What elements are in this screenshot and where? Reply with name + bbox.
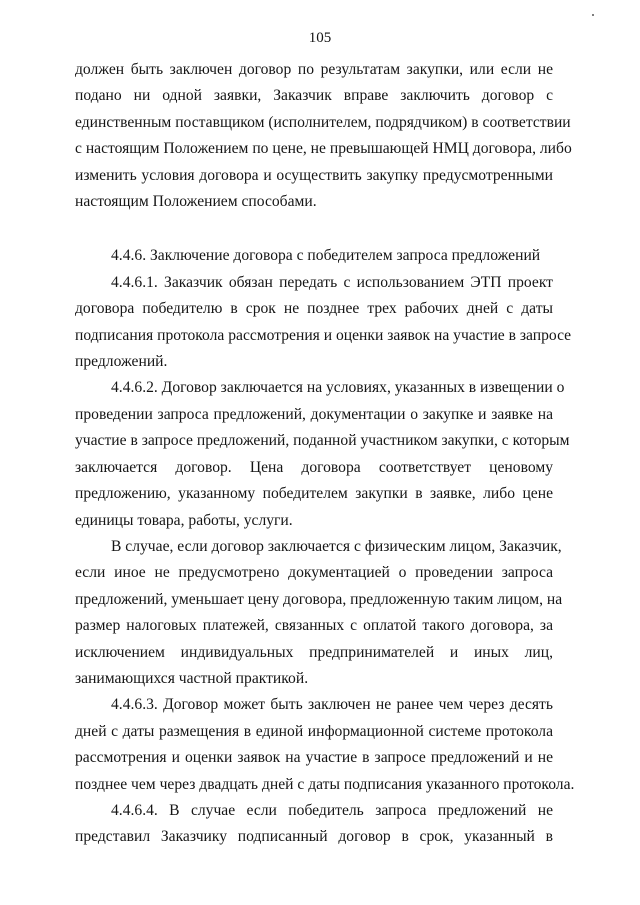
text-line: настоящим Положением способами. <box>75 193 317 211</box>
text-line: единицы товара, работы, услуги. <box>75 511 293 529</box>
text-line: единственным поставщиком (исполнителем, подрядчиком) в соответствии <box>75 113 571 131</box>
text-line: 4.4.6.1. Заказчик обязан передать с использованием ЭТП проект <box>111 273 553 291</box>
paragraph-4-4-6-4 <box>75 798 553 851</box>
text-line: заключается договор. Цена договора соответствует ценовому <box>75 458 553 476</box>
text-line: подано ни одной заявки, Заказчик вправе заключить договор с <box>75 87 553 105</box>
text-line: предложений, уменьшает цену договора, предложенную таким лицом, на <box>75 590 563 608</box>
scan-speck <box>592 14 594 16</box>
text-line: исключением индивидуальных предпринимателей и иных лиц, <box>75 643 553 661</box>
text-line: проведении запроса предложений, документации о закупке и заявке на <box>75 405 553 423</box>
text-line: участие в запросе предложений, поданной участником закупки, с которым <box>75 432 570 450</box>
text-line: предложений. <box>75 353 168 371</box>
text-line: предложению, указанному победителем закупки в заявке, либо цене <box>75 485 553 503</box>
paragraph-gap <box>75 215 553 243</box>
page-number: 105 <box>308 30 332 46</box>
text-line: подписания протокола рассмотрения и оценки заявок на участие в запросе <box>75 326 572 344</box>
heading-text: 4.4.6. Заключение договора с победителем запроса предложений <box>111 247 541 265</box>
text-line: рассмотрения и оценки заявок на участие в запросе предложений и не <box>75 749 553 767</box>
text-line: 4.4.6.2. Договор заключается на условиях, указанных в извещении о <box>111 379 565 397</box>
text-line: изменить условия договора и осуществить закупку предусмотренными <box>75 166 553 184</box>
paragraph-4-4-6-1 <box>75 270 572 376</box>
section-heading <box>75 243 553 269</box>
text-line: 4.4.6.3. Договор может быть заключен не ранее чем через десять <box>111 696 553 714</box>
paragraph-4-4-6-3 <box>75 692 575 798</box>
document-body <box>75 57 575 851</box>
text-line: с настоящим Положением по цене, не превышающей НМЦ договора, либо <box>75 140 572 158</box>
text-line: размер налоговых платежей, связанных с оплатой такого договора, за <box>75 617 553 635</box>
text-line: занимающихся частной практикой. <box>75 669 309 687</box>
text-line: позднее чем через двадцать дней с даты подписания указанного протокола. <box>75 775 575 793</box>
text-line: В случае, если договор заключается с физическим лицом, Заказчик, <box>111 537 562 555</box>
text-line: должен быть заключен договор по результатам закупки, или если не <box>75 61 553 78</box>
paragraph-continuation <box>75 57 572 215</box>
text-line: представил Заказчику подписанный договор в срок, указанный в <box>75 828 553 846</box>
text-line: 4.4.6.4. В случае если победитель запроса предложений не <box>111 801 553 819</box>
paragraph-4-4-6-2 <box>75 375 570 533</box>
text-line: договора победителю в срок не позднее трех рабочих дней с даты <box>75 300 553 318</box>
text-line: дней с даты размещения в единой информационной системе протокола <box>75 722 553 740</box>
text-line: если иное не предусмотрено документацией о проведении запроса <box>75 564 553 582</box>
paragraph-physical-person <box>75 534 563 692</box>
